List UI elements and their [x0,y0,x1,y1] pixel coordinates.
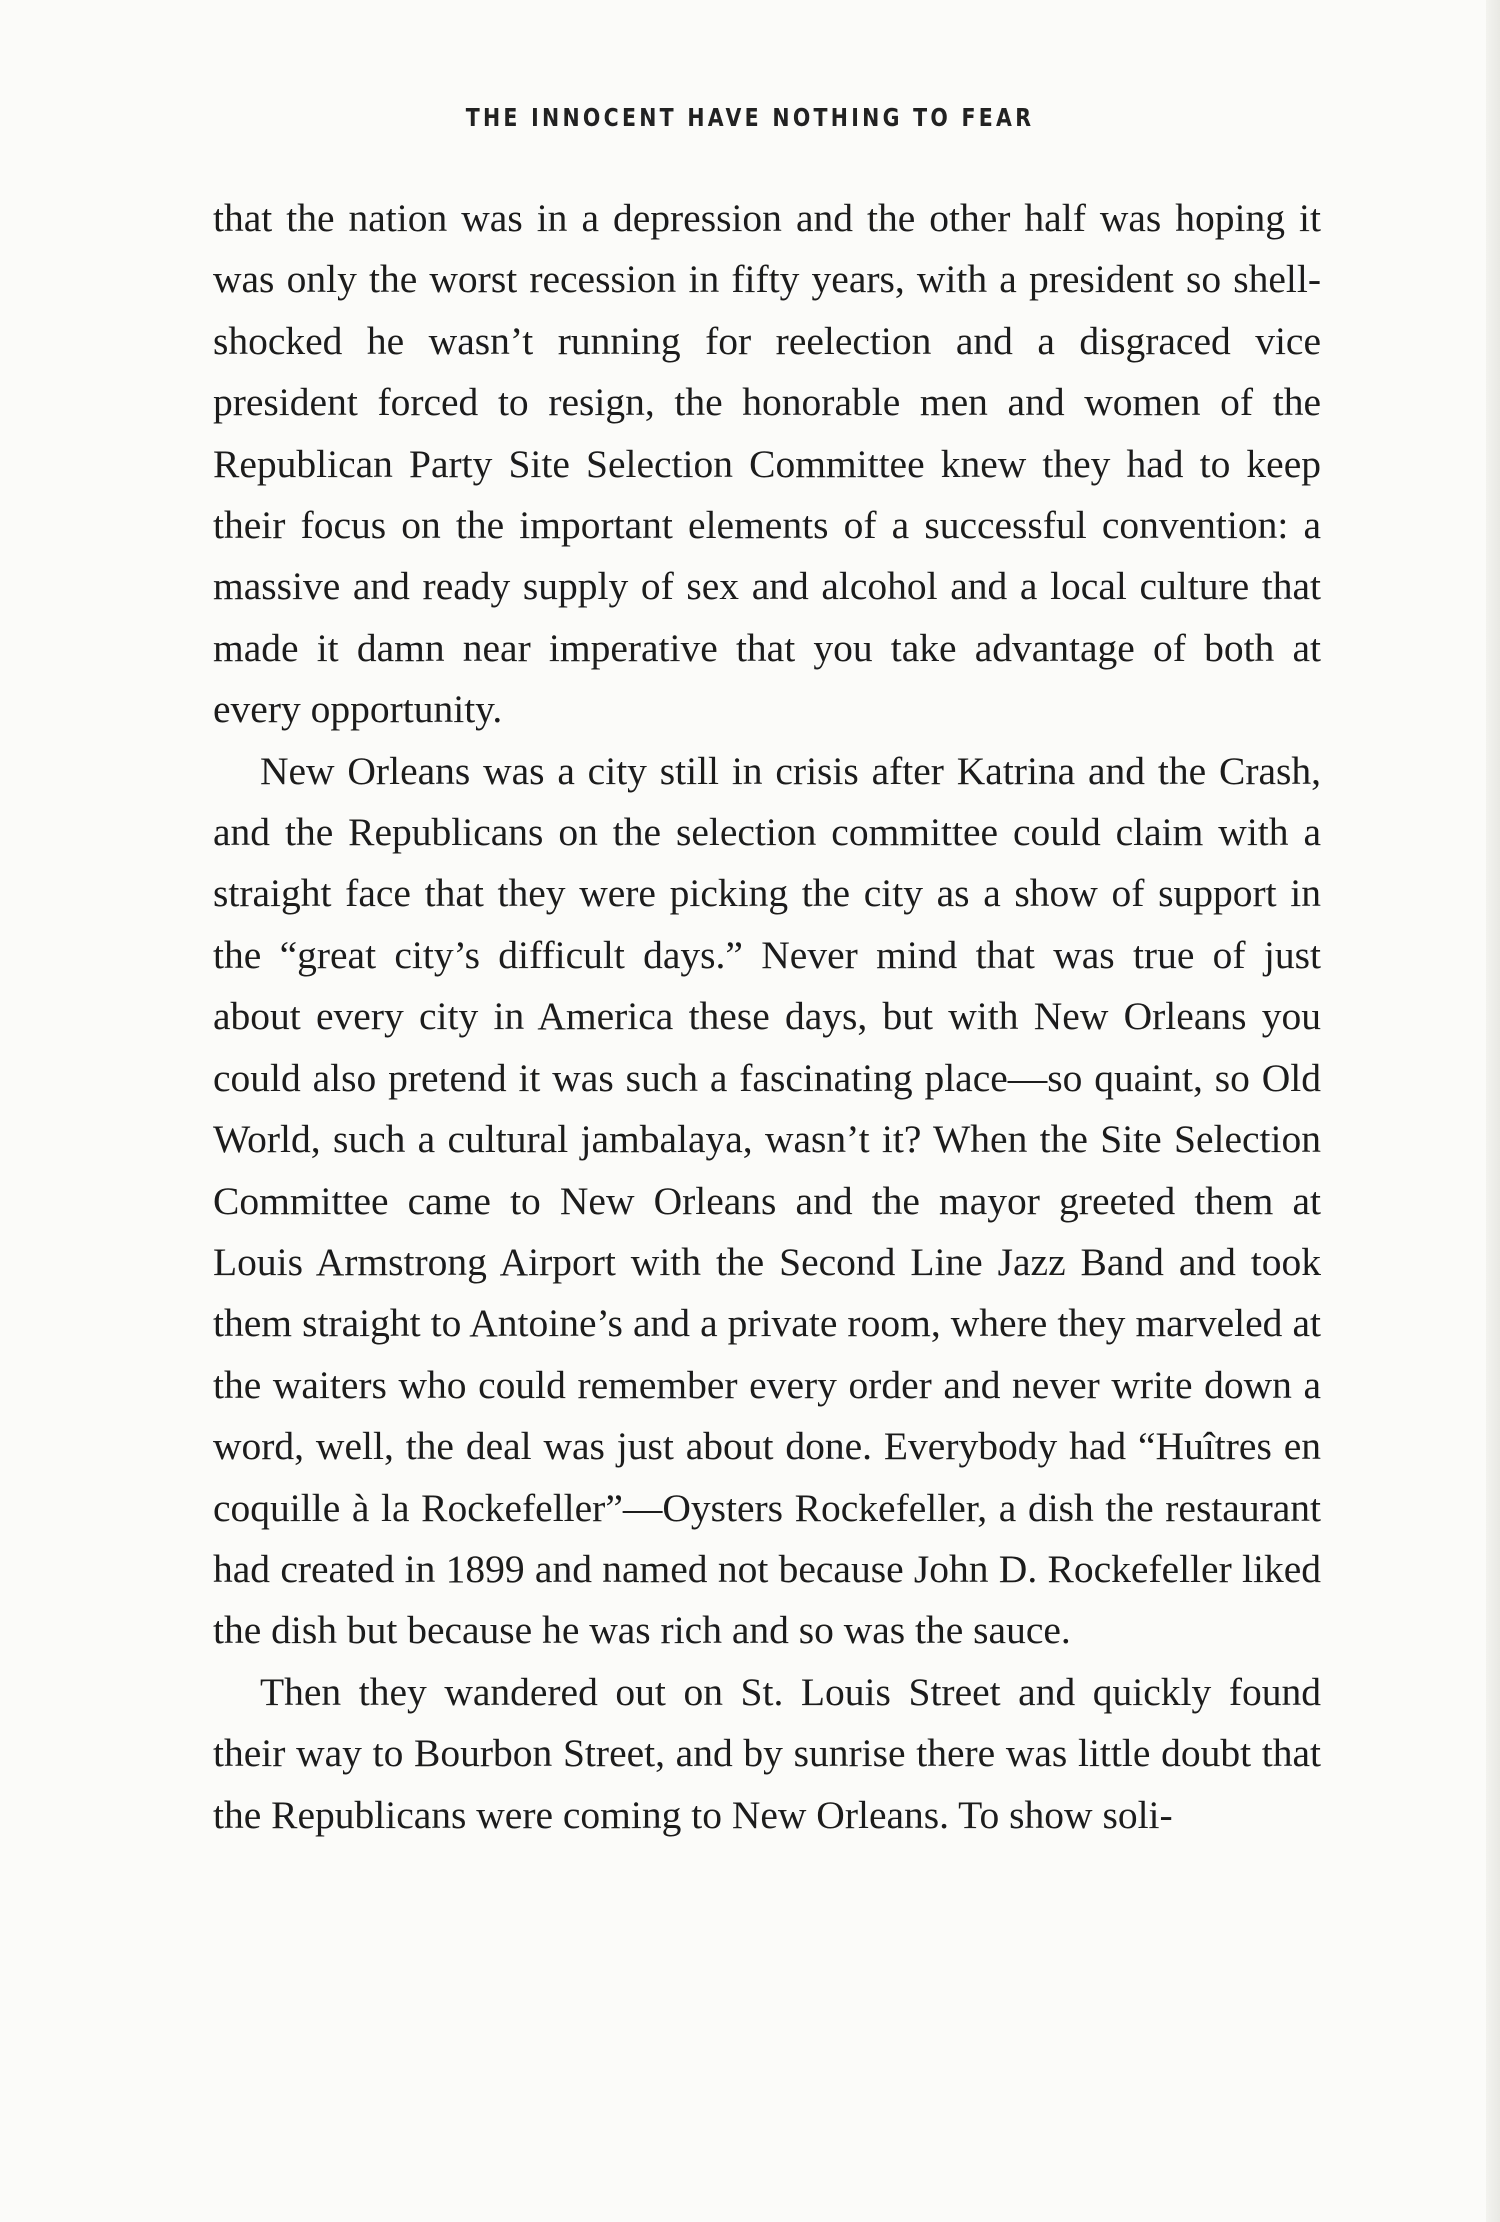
paragraph-1: that the nation was in a depression and the other half was hoping it was only the worst recession in fifty years, with a president so shell-shocked he wasn’t running for reelection and a disgraced vice president forced to resign, the honorable men and women of the Republican Party Site Selection Committee knew they had to keep their focus on the important elements of a successful convention: a massive and ready supply of sex and alcohol and a local culture that made it damn near imperative that you take advantage of both at every opportunity. [213,196,1321,732]
body-text [213,188,1321,1846]
running-head: THE INNOCENT HAVE NOTHING TO FEAR [465,103,1035,132]
paragraph-2: New Orleans was a city still in crisis after Katrina and the Crash, and the Republicans on the selection committee could claim with a straight face that they were picking the city as a show of support in the “great city’s difficult days.” Never mind that was true of just about every city in America these days, but with New Orleans you could also pretend it was such a fascinating place—so quaint, so Old World, such a cultural jambalaya, wasn’t it? When the Site Selection Committee came to New Orleans and the mayor greeted them at Louis Armstrong Airport with the Second Line Jazz Band and took them straight to Antoine’s and a private room, where they marveled at the waiters who could remember every order and never write down a word, well, the deal was just about done. Everybody had “Huîtres en coquille à la Rockefeller”—Oysters Rockefeller, a dish the restaurant had created in 1899 and named not because John D. Rockefeller liked the dish but because he was rich and so was the sauce. [213,748,1321,1653]
page-edge-shadow [1486,0,1500,2222]
paragraph-3: Then they wandered out on St. Louis Street and quickly found their way to Bourbon Street, and by sunrise there was little doubt that the Republicans were coming to New Orleans. To show soli- [213,1669,1321,1837]
